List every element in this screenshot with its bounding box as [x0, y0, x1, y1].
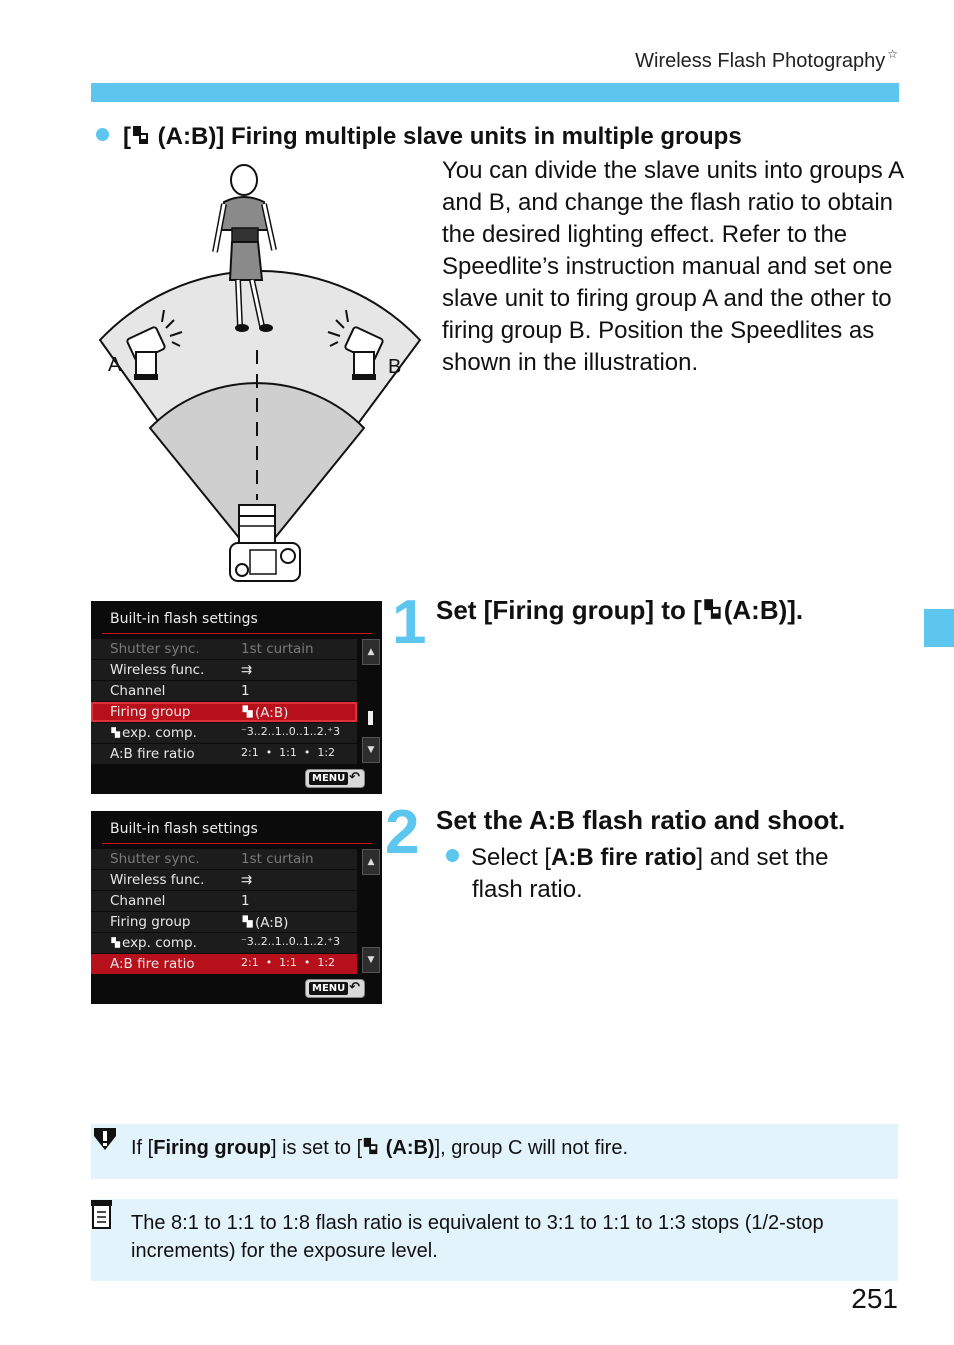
lcd-row-shutter-sync[interactable]: Shutter sync. 1st curtain — [91, 639, 357, 659]
scroll-down-icon[interactable]: ▼ — [362, 737, 380, 763]
section-heading — [96, 123, 742, 151]
lcd-row-channel[interactable]: Channel 1 — [91, 891, 357, 911]
firing-group-icon — [241, 704, 255, 719]
lcd-row-wireless-func[interactable]: Wireless func. ⇉ — [91, 660, 357, 680]
bullet-icon — [446, 849, 459, 862]
lcd-scrollbar[interactable] — [362, 639, 380, 763]
lcd-row-exp-comp[interactable]: exp. comp. ⁻3..2..1..0..1..2.⁺3 — [91, 723, 357, 743]
header-bar — [91, 83, 899, 102]
group-a-label: A — [108, 354, 122, 376]
lcd-row-wireless-func[interactable]: Wireless func. ⇉ — [91, 870, 357, 890]
exp-comp-label: exp. comp. — [122, 725, 197, 741]
lcd-title-rule — [102, 843, 372, 844]
running-header — [635, 47, 898, 73]
lcd-row-firing-group[interactable]: Firing group (A:B) — [91, 702, 357, 722]
menu-back-button[interactable] — [305, 979, 365, 998]
group-b-label: B — [388, 356, 402, 378]
firing-group-icon — [702, 597, 724, 621]
star-icon: ☆ — [887, 47, 898, 61]
lcd-title-rule — [102, 633, 372, 634]
lcd-row-firing-group[interactable]: Firing group (A:B) — [91, 912, 357, 932]
flash-setup-diagram — [92, 160, 432, 585]
chapter-tab — [924, 609, 954, 647]
heading-text: (A:B)] Firing multiple slave units in multiple groups — [151, 123, 742, 150]
step1-title: Set [Firing group] to [ (A:B)]. — [436, 595, 804, 625]
heading-bracket: [ — [123, 123, 131, 150]
scroll-down-icon[interactable]: ▼ — [362, 947, 380, 973]
menu-label: MENU — [309, 772, 348, 785]
note-box — [91, 1199, 898, 1281]
page-number: 251 — [851, 1283, 898, 1314]
caution-box — [91, 1124, 898, 1179]
bullet-icon — [96, 128, 109, 141]
lcd-title: Built-in flash settings — [110, 821, 258, 837]
back-arrow-icon: ↶ — [349, 770, 360, 785]
intro-paragraph: You can divide the slave units into groups A and B, and change the flash ratio to obtain the desired lighting effect. Refer to the Speedlite’s instruction manual and set one slave unit to firing group A and the other to firing group B. Position the Speedlites as shown in the illustration. — [442, 157, 903, 376]
note-text: The 8:1 to 1:1 to 1:8 flash ratio is equivalent to 3:1 to 1:1 to 1:3 stops (1/2-stop increments) for the exposure level. — [131, 1212, 824, 1262]
header-title-text: Wireless Flash Photography — [635, 50, 886, 72]
lcd-screen-firing-group — [91, 601, 382, 794]
lcd-screen-ab-ratio — [91, 811, 382, 1004]
menu-label: MENU — [309, 982, 348, 995]
lcd-scrollbar[interactable] — [362, 849, 380, 973]
memo-icon — [91, 1200, 113, 1230]
exp-comp-label: exp. comp. — [122, 935, 197, 951]
lcd-title: Built-in flash settings — [110, 611, 258, 627]
firing-group-icon — [241, 914, 255, 929]
lcd-row-ab-fire-ratio[interactable]: A:B fire ratio 2:1 • 1:1 • 1:2 — [91, 744, 357, 764]
caution-text: If [Firing group] is set to [ (A:B)], group C will not fire. — [131, 1137, 629, 1159]
step2-bullet: Select [A:B fire ratio] and set the flash ratio. — [446, 842, 906, 906]
scroll-up-icon[interactable]: ▲ — [362, 639, 380, 665]
scroll-up-icon[interactable]: ▲ — [362, 849, 380, 875]
caution-icon — [91, 1126, 119, 1152]
firing-group-value: (A:B) — [255, 705, 289, 721]
lcd-row-exp-comp[interactable]: exp. comp. ⁻3..2..1..0..1..2.⁺3 — [91, 933, 357, 953]
firing-group-value: (A:B) — [255, 915, 289, 931]
menu-back-button[interactable] — [305, 769, 365, 788]
step2-title: Set the A:B flash ratio and shoot. — [436, 805, 846, 835]
lcd-row-ab-fire-ratio[interactable]: A:B fire ratio 2:1 • 1:1 • 1:2 — [91, 954, 357, 974]
firing-group-icon — [110, 726, 122, 739]
lcd-row-channel[interactable]: Channel 1 — [91, 681, 357, 701]
firing-group-icon — [362, 1136, 380, 1156]
firing-group-icon — [110, 936, 122, 949]
firing-group-icon — [131, 124, 151, 146]
lcd-row-shutter-sync[interactable]: Shutter sync. 1st curtain — [91, 849, 357, 869]
back-arrow-icon: ↶ — [349, 980, 360, 995]
scroll-thumb[interactable] — [368, 711, 373, 725]
step-number-1: 1 — [392, 588, 427, 657]
step-number-2: 2 — [385, 798, 420, 867]
